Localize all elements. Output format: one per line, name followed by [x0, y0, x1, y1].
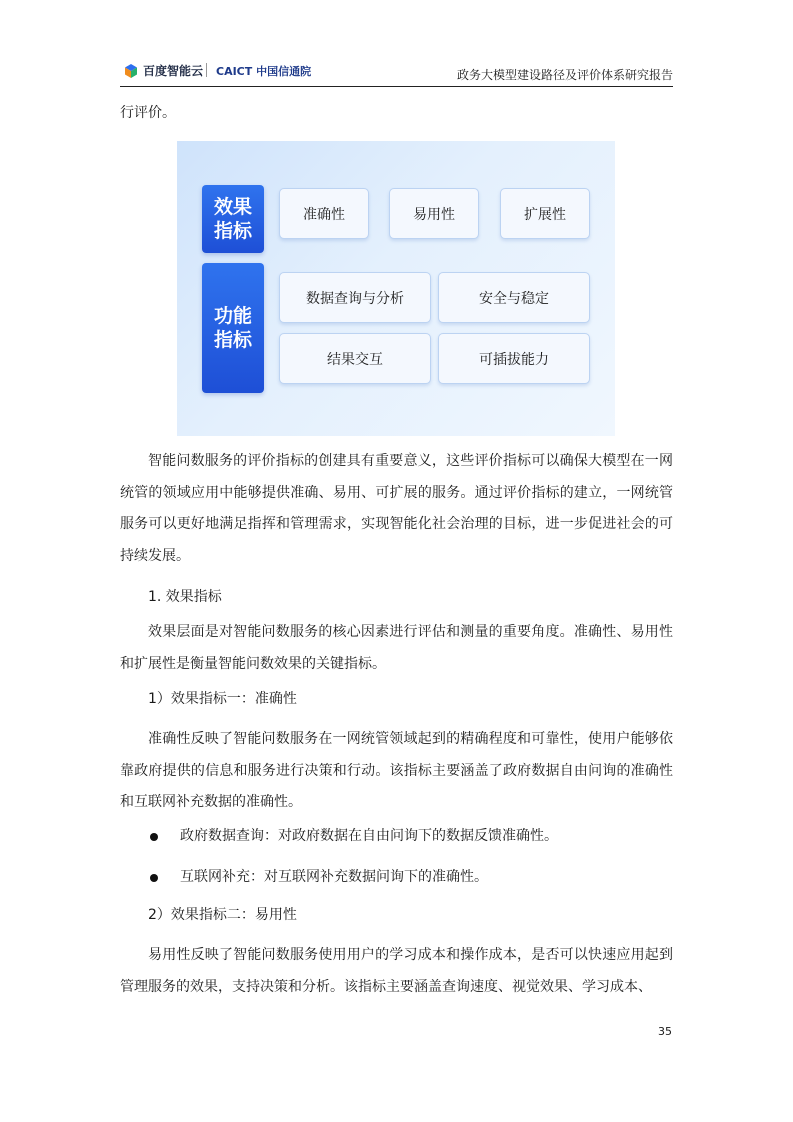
paragraph-significance: 智能问数服务的评价指标的创建具有重要意义，这些评价指标可以确保大模型在一网统管的领域应用中能够提供准确、易用、可扩展的服务。通过评价指标的建立，一网统管服务可以更好地满足指挥和管理需求，实现智能化社会治理的目标，进一步促进社会的可持续发展。: [120, 453, 673, 564]
logo-divider: [206, 63, 207, 77]
page-header: [120, 58, 673, 87]
category-function-line1: 功能: [213, 305, 252, 327]
effect-item-scalability: 扩展性: [500, 188, 590, 239]
list-item: [148, 821, 558, 853]
category-effect-line1: 效果: [213, 196, 252, 218]
bullet-text: 政府数据查询：对政府数据在自由问询下的数据反馈准确性。: [180, 828, 558, 844]
indicator-diagram: [177, 141, 615, 436]
bullet-icon: [150, 833, 158, 841]
paragraph-accuracy: 准确性反映了智能问数服务在一网统管领域起到的精确程度和可靠性，使用户能够依靠政府提供的信息和服务进行决策和行动。该指标主要涵盖了政府数据自由问询的准确性和互联网补充数据的准确性。: [120, 731, 673, 810]
caict-logo: [216, 63, 311, 79]
page-number: 35: [658, 1025, 672, 1038]
report-title: 政务大模型建设路径及评价体系研究报告: [456, 68, 673, 82]
baidu-cloud-logo: [124, 62, 203, 79]
function-item-pluggable: 可插拔能力: [438, 333, 590, 384]
category-function-indicators: [202, 263, 264, 393]
function-item-result-interaction: 结果交互: [279, 333, 431, 384]
subheading-accuracy: 1）效果指标一：准确性: [148, 691, 297, 707]
category-effect-line2: 指标: [213, 220, 252, 242]
function-item-data-query: 数据查询与分析: [279, 272, 431, 323]
caict-logo-cn: 中国信通院: [256, 65, 312, 78]
category-effect-indicators: [202, 185, 264, 253]
intro-line: 行评价。: [120, 105, 176, 121]
subheading-usability: 2）效果指标二：易用性: [148, 907, 297, 923]
category-function-line2: 指标: [213, 329, 252, 351]
list-item: [148, 862, 488, 894]
baidu-cloud-logo-text: 百度智能云: [143, 64, 204, 78]
section-heading-effect-indicators: 1. 效果指标: [148, 589, 222, 605]
effect-item-usability: 易用性: [389, 188, 479, 239]
function-item-security: 安全与稳定: [438, 272, 590, 323]
bullet-icon: [150, 874, 158, 882]
effect-item-accuracy: 准确性: [279, 188, 369, 239]
cube-icon: [124, 64, 138, 78]
caict-logo-en: CAICT: [216, 65, 253, 78]
paragraph-effect-overview: 效果层面是对智能问数服务的核心因素进行评估和测量的重要角度。准确性、易用性和扩展性是衡量智能问数效果的关键指标。: [120, 624, 673, 672]
bullet-text: 互联网补充：对互联网补充数据问询下的准确性。: [180, 869, 488, 885]
paragraph-usability: 易用性反映了智能问数服务使用用户的学习成本和操作成本，是否可以快速应用起到管理服务的效果，支持决策和分析。该指标主要涵盖查询速度、视觉效果、学习成本、: [120, 947, 673, 995]
